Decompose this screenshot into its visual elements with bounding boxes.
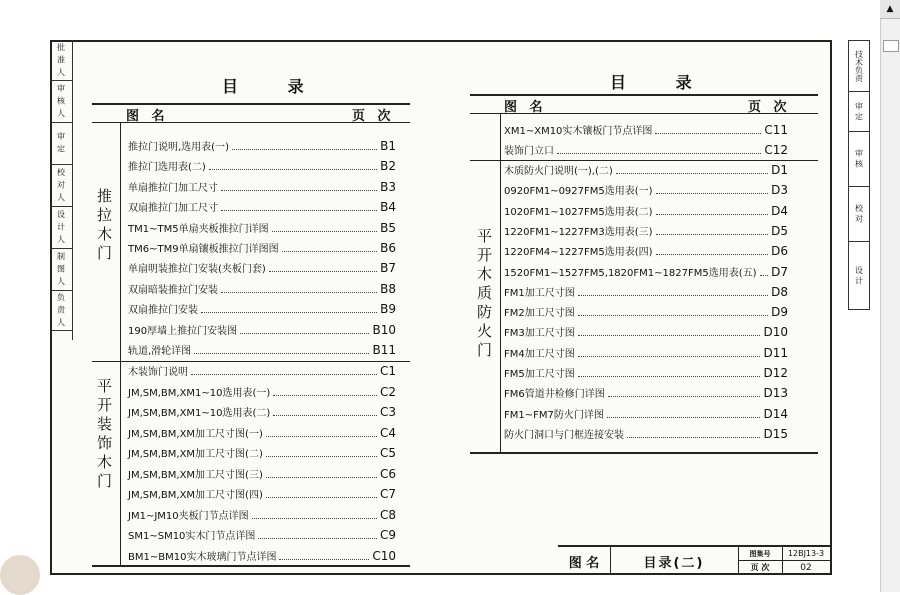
toc-entry: [128, 343, 396, 357]
toc-entry: [128, 323, 396, 337]
title-block-name-value: 目录(二): [643, 555, 705, 571]
left-page-title: 目 录: [222, 77, 326, 96]
toc-entry-page: D8: [771, 284, 788, 299]
toc-entry-name: 1020FM1~1027FM5选用表(二): [504, 206, 653, 218]
toc-entry-name: FM2加工尺寸图: [504, 308, 575, 320]
right-header-bottom-line: [470, 113, 818, 114]
toc-entry-name: 1520FM1~1527FM5,1820FM1~1827FM5选用表(五): [504, 267, 757, 279]
toc-entry-name: 推拉门选用表(二): [128, 162, 206, 174]
strip-cell: 制 图 人: [50, 248, 72, 291]
toc-entry-name: 推拉门说明,选用表(一): [128, 142, 229, 153]
toc-entry-page: D14: [763, 406, 788, 421]
toc-entry-name: SM1~SM10实木门节点详图: [128, 531, 256, 542]
toc-entry: [128, 139, 396, 153]
toc-entry: [128, 200, 396, 214]
toc-entry-page: C2: [379, 384, 396, 399]
leader-dots: [656, 193, 769, 194]
right-section-divider: [470, 160, 818, 161]
scrollbar-thumb[interactable]: [883, 40, 899, 52]
left-category-divider: [120, 122, 121, 565]
toc-entry: [128, 385, 396, 399]
toc-entry: [504, 204, 788, 218]
toc-entry-name: JM,SM,BM,XM加工尺寸图(一): [128, 428, 263, 440]
category-label-sliding-door: 推拉木门: [95, 188, 113, 264]
toc-entry-page: D5: [771, 223, 788, 238]
toc-entry-page: B6: [380, 241, 396, 255]
leader-dots: [627, 437, 760, 438]
toc-entry-name: JM,SM,BM,XM1~10选用表(二): [128, 408, 271, 419]
toc-entry-name: FM4加工尺寸图: [504, 348, 575, 360]
leader-dots: [258, 538, 377, 539]
strip-cell: 批 准 人: [50, 40, 72, 81]
leader-dots: [578, 335, 761, 336]
strip-cell: 校 对 人: [50, 164, 72, 207]
toc-entry-name: 防火门洞口与门框连接安装: [504, 429, 624, 441]
toc-entry: [128, 261, 396, 275]
toc-entry: [128, 405, 396, 419]
toc-entry-name: JM1~JM10夹板门节点详图: [128, 510, 249, 522]
leader-dots: [240, 333, 369, 334]
toc-entry-page: D3: [771, 183, 788, 198]
leader-dots: [194, 353, 369, 354]
toc-entry-page: B3: [380, 179, 396, 194]
signature-strip-right: [848, 40, 870, 310]
toc-entry-page: B2: [380, 159, 396, 174]
right-category-divider: [500, 113, 501, 452]
toc-entry-page: B1: [380, 139, 396, 153]
toc-entry: [128, 159, 396, 173]
toc-entry-page: C9: [379, 528, 396, 542]
toc-entry: [504, 265, 788, 279]
leader-dots: [616, 173, 768, 174]
leader-dots: [273, 415, 377, 416]
toc-entry-name: FM1加工尺寸图: [504, 287, 575, 299]
leader-dots: [269, 271, 377, 272]
toc-entry: [128, 528, 396, 542]
category-label-fire-door: 平开木质防火门: [475, 228, 493, 361]
strip-cell: 审 核: [849, 131, 869, 187]
toc-entry-page: C5: [379, 446, 396, 460]
leader-dots: [607, 417, 761, 418]
toc-entry-page: D4: [771, 203, 788, 218]
toc-entry: [128, 282, 396, 296]
toc-entry-page: D10: [763, 325, 788, 340]
category-label-decorative-door: 平开装饰木门: [95, 378, 113, 492]
leader-dots: [221, 210, 377, 211]
toc-entry-page: D11: [763, 345, 788, 360]
right-header-name: 图 名: [504, 100, 547, 115]
leader-dots: [221, 190, 377, 191]
leader-dots: [266, 456, 377, 457]
leader-dots: [557, 153, 761, 154]
strip-cell: 技术负责: [849, 41, 869, 92]
toc-entry: [504, 244, 788, 258]
toc-entry: [128, 467, 396, 481]
signature-strip-left: [50, 40, 72, 575]
toc-entry-page: C7: [379, 487, 396, 501]
leader-dots: [273, 395, 377, 396]
toc-entry: [128, 364, 396, 378]
right-page-title: 目 录: [610, 73, 714, 92]
toc-entry-name: 单扇推拉门加工尺寸: [128, 182, 218, 194]
strip-cell: 审 定: [50, 122, 72, 165]
toc-entry-page: B7: [380, 261, 396, 276]
toc-entry: [128, 487, 396, 501]
left-header-page: 页 次: [352, 109, 395, 124]
leader-dots: [272, 231, 378, 232]
toc-entry-page: C3: [379, 405, 396, 419]
toc-entry-page: C11: [764, 123, 788, 137]
toc-entry-page: D9: [771, 305, 788, 320]
toc-entry-name: FM5加工尺寸图: [504, 369, 575, 380]
toc-entry: [504, 163, 788, 177]
toc-entry-name: TM1~TM5单扇夹板推拉门详图: [128, 223, 269, 235]
toc-entry-page: D1: [771, 163, 788, 177]
toc-entry: [504, 183, 788, 197]
strip-cell: 审 定: [849, 91, 869, 132]
toc-entry: [504, 325, 788, 339]
toc-entry-name: TM6~TM9单扇镶板推拉门详图图: [128, 244, 279, 255]
toc-entry-page: C1: [379, 364, 396, 378]
toc-entry-page: D15: [763, 426, 788, 441]
strip-separator: [72, 40, 73, 340]
leader-dots: [578, 315, 768, 316]
leader-dots: [656, 234, 769, 235]
thumb-shadow: [0, 555, 40, 595]
title-block-name-label: 图 名: [568, 555, 600, 571]
toc-entry: [504, 285, 788, 299]
toc-entry: [128, 426, 396, 440]
toc-entry-page: B5: [380, 220, 396, 235]
vertical-scrollbar[interactable]: [880, 0, 900, 592]
toc-entry-name: 双扇推拉门安装: [128, 305, 198, 317]
toc-entry-name: BM1~BM10实木玻璃门节点详图: [128, 551, 277, 563]
toc-entry-name: 双扇暗装推拉门安装: [128, 284, 218, 296]
toc-entry-page: B9: [380, 302, 396, 317]
leader-dots: [578, 376, 761, 377]
leader-dots: [209, 169, 377, 170]
strip-cell: 校 对: [849, 186, 869, 242]
toc-entry-name: FM6管道井检修门详图: [504, 389, 605, 401]
toc-entry-name: 轨道,滑轮详图: [128, 346, 192, 357]
toc-entry-name: XM1~XM10实木镶板门节点详图: [504, 126, 653, 137]
toc-entry: [128, 302, 396, 316]
toc-entry-name: 木装饰门说明: [128, 367, 188, 378]
title-block-page-value: 02: [800, 562, 812, 573]
title-block-atlas-label: 图集号: [749, 549, 771, 558]
title-block-page-label: 页 次: [750, 563, 770, 572]
leader-dots: [578, 295, 768, 296]
toc-entry: [128, 508, 396, 522]
toc-entry-page: D13: [763, 386, 788, 401]
toc-entry-name: FM3加工尺寸图: [504, 328, 575, 340]
toc-entry: [504, 407, 788, 421]
toc-entry-name: 190厚墙上推拉门安装图: [128, 325, 238, 337]
right-header-page: 页 次: [748, 100, 791, 115]
leader-dots: [279, 559, 369, 560]
strip-cell: 负 责 人: [50, 290, 72, 331]
toc-entry-page: D7: [771, 264, 788, 279]
toc-entry-name: 0920FM1~0927FM5选用表(一): [504, 186, 653, 198]
toc-entry-page: B10: [372, 322, 396, 337]
toc-entry: [128, 241, 396, 255]
leader-dots: [221, 292, 377, 293]
toc-entry-name: 装饰门立口: [504, 146, 554, 157]
toc-entry: [504, 123, 788, 137]
header-bottom-line: [92, 122, 410, 123]
leader-dots: [656, 254, 769, 255]
toc-entry-name: 木质防火门说明(一),(二): [504, 166, 613, 177]
toc-entry: [128, 221, 396, 235]
right-bottom-line: [470, 452, 818, 454]
leader-dots: [578, 356, 761, 357]
toc-entry-name: FM1~FM7防火门详图: [504, 409, 604, 421]
toc-entry-name: 1220FM1~1227FM3选用表(三): [504, 226, 653, 238]
toc-entry-page: B8: [380, 281, 396, 296]
toc-entry: [128, 549, 396, 563]
toc-entry-page: D6: [771, 244, 788, 259]
toc-entry: [504, 366, 788, 380]
leader-dots: [201, 312, 377, 313]
leader-dots: [655, 133, 761, 134]
toc-entry: [504, 427, 788, 441]
strip-cell: 审 核 人: [50, 80, 72, 123]
leader-dots: [232, 149, 377, 150]
toc-entry-page: B11: [372, 343, 396, 357]
toc-entry: [128, 446, 396, 460]
leader-dots: [266, 436, 377, 437]
toc-entry: [504, 143, 788, 157]
toc-entry: [504, 386, 788, 400]
toc-entry-page: C4: [379, 425, 396, 440]
left-section-divider: [92, 361, 410, 362]
leader-dots: [760, 275, 769, 276]
toc-entry-page: C12: [764, 143, 788, 157]
toc-entry-page: D12: [763, 366, 788, 380]
leader-dots: [608, 396, 761, 397]
leader-dots: [282, 251, 378, 252]
strip-cell: 设 计: [854, 265, 864, 285]
strip-cell: 设 计 人: [50, 206, 72, 249]
toc-entry-page: B4: [380, 200, 396, 215]
toc-entry: [504, 346, 788, 360]
toc-entry-page: C10: [372, 548, 396, 563]
toc-entry-name: 单扇明装推拉门安装(夹板门套): [128, 264, 266, 276]
scroll-up-arrow-icon[interactable]: ▲: [880, 0, 900, 19]
toc-entry-name: JM,SM,BM,XM加工尺寸图(二): [128, 449, 263, 460]
leader-dots: [266, 497, 377, 498]
toc-entry-name: JM,SM,BM,XM加工尺寸图(三): [128, 469, 263, 481]
toc-entry-name: JM,SM,BM,XM1~10选用表(一): [128, 387, 271, 399]
toc-entry-name: 1220FM4~1227FM5选用表(四): [504, 247, 653, 259]
title-block-atlas-value: 12BJ13-3: [787, 549, 825, 558]
toc-entry-name: JM,SM,BM,XM加工尺寸图(四): [128, 490, 263, 501]
leader-dots: [656, 214, 769, 215]
toc-entry: [504, 305, 788, 319]
toc-entry-name: 双扇推拉门加工尺寸: [128, 203, 218, 215]
leader-dots: [266, 477, 377, 478]
leader-dots: [191, 374, 377, 375]
leader-dots: [252, 518, 377, 519]
left-header-name: 图 名: [126, 109, 169, 124]
toc-entry-page: C8: [379, 507, 396, 522]
left-bottom-line: [92, 565, 410, 567]
toc-entry: [504, 224, 788, 238]
toc-entry-page: C6: [379, 466, 396, 481]
toc-entry: [128, 180, 396, 194]
title-block: [558, 545, 830, 575]
